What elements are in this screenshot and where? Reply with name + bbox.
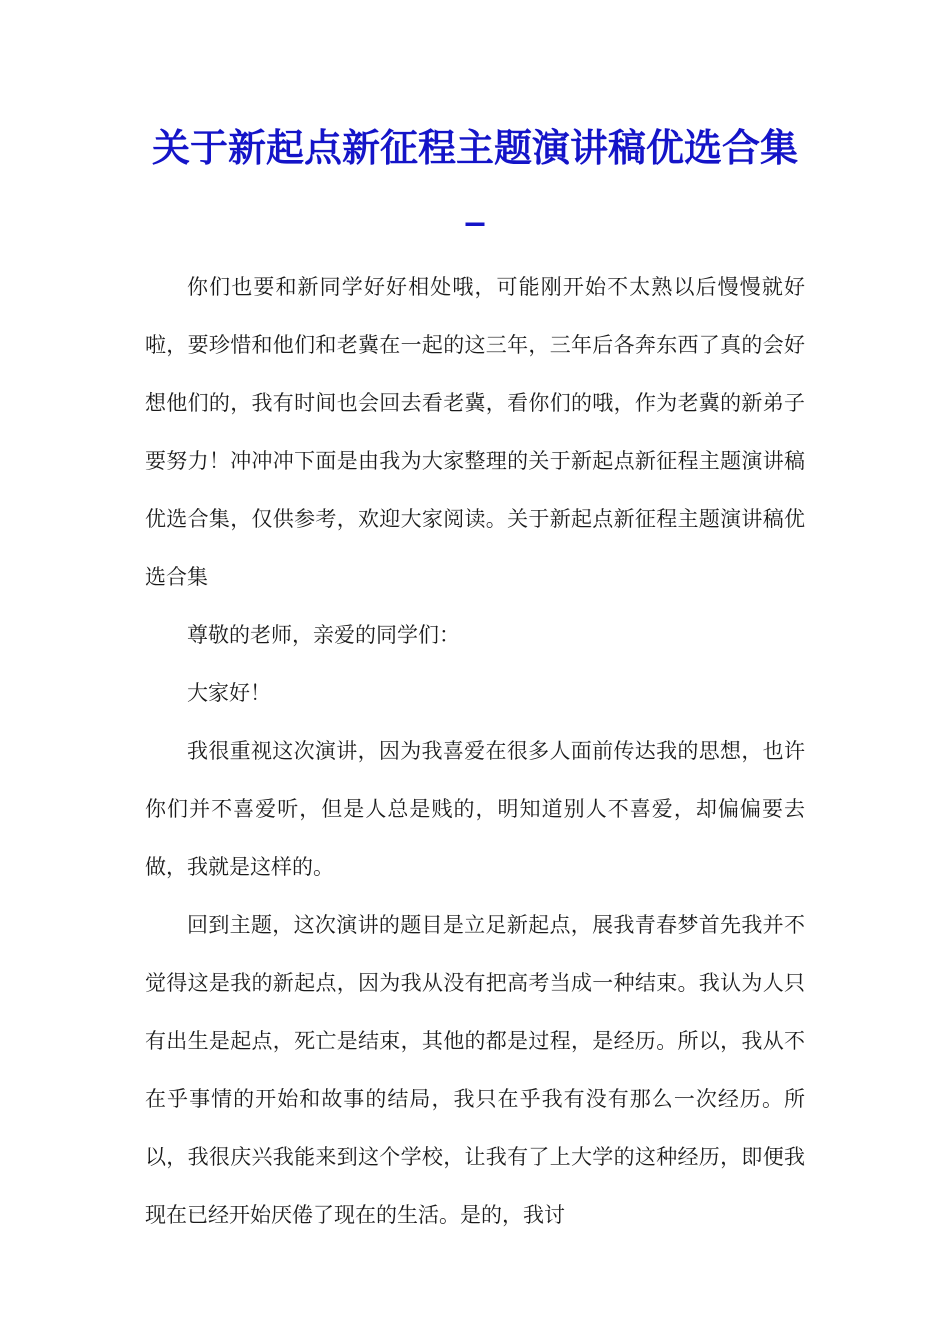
- paragraph-intro: 你们也要和新同学好好相处哦，可能刚开始不太熟以后慢慢就好啦，要珍惜和他们和老冀在一起的这三年，三年后各奔东西了真的会好想他们的，我有时间也会回去看老冀，看你们的哦，作为老冀的新弟子要努力！冲冲冲下面是由我为大家整理的关于新起点新征程主题演讲稿优选合集，仅供参考，欢迎大家阅读。关于新起点新征程主题演讲稿优选合集: [145, 275, 805, 589]
- paragraph-body-1: 我很重视这次演讲，因为我喜爱在很多人面前传达我的思想，也许你们并不喜爱听，但是人总是贱的，明知道别人不喜爱，却偏偏要去做，我就是这样的。: [145, 739, 805, 879]
- paragraph-greeting: 大家好！: [187, 681, 271, 705]
- document-body: [145, 258, 805, 1244]
- paragraph-body-2: 回到主题，这次演讲的题目是立足新起点，展我青春梦首先我并不觉得这是我的新起点，因为我从没有把高考当成一种结束。我认为人只有出生是起点，死亡是结束，其他的都是过程，是经历。所以，我从不在乎事情的开始和故事的结局，我只在乎我有没有那么一次经历。所以，我很庆兴我能来到这个学校，让我有了上大学的这种经历，即便我现在已经开始厌倦了现在的生活。是的，我讨: [145, 913, 805, 1227]
- paragraph-salutation: 尊敬的老师，亲爱的同学们：: [187, 623, 460, 647]
- document-title: 关于新起点新征程主题演讲稿优选合集_: [151, 125, 798, 226]
